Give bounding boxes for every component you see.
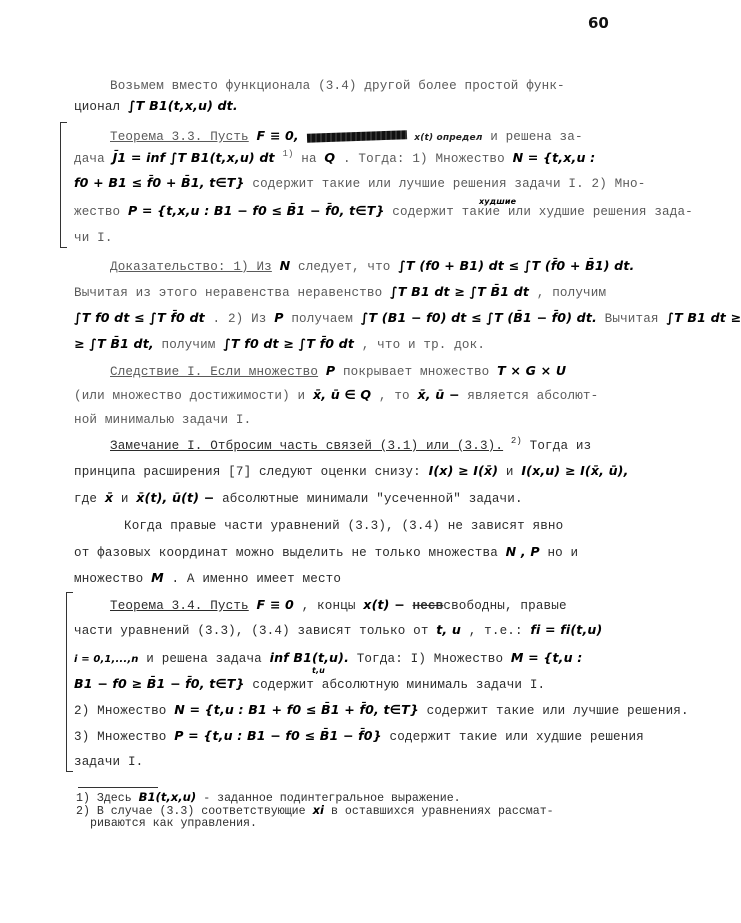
formula: F ≡ 0 bbox=[256, 597, 294, 612]
formula: B1(t,x,u) bbox=[138, 790, 197, 804]
text-line: B1 − f0 ≥ B̄1 − f̄0, t∈T} содержит абсолютную минималь задачи I. bbox=[74, 676, 546, 692]
text-line: где x̄ и x̄(t), ū(t) − абсолютные минимали "усеченной" задачи. bbox=[74, 490, 523, 506]
text-line: i = 0,1,...,n и решена задача inf B1(t,u). t,u Тогда: I) Множество M = {t,u : bbox=[74, 650, 583, 675]
formula: xi bbox=[312, 803, 325, 817]
formula: inf B1(t,u). bbox=[269, 650, 349, 665]
text-line: Когда правые части уравнений (3.3), (3.4) не зависят явно bbox=[124, 519, 564, 533]
text-line: 3) Множество P = {t,u : B1 − f0 ≤ B̄1 − f̄0} содержит такие или худшие решения bbox=[74, 728, 644, 744]
text-line: Замечание I. Отбросим часть связей (3.1) или (3.3). $^{2)}$ Тогда из bbox=[110, 436, 592, 453]
formula: P bbox=[325, 363, 336, 378]
margin-bracket-theorem-3-3 bbox=[60, 122, 67, 248]
footnote-rule bbox=[78, 787, 158, 788]
formula: F ≡ 0, bbox=[256, 128, 299, 143]
text-line: ≥ ∫T B̄1 dt, получим ∫T f0 dt ≥ ∫T f̄0 dt , что и тр. док. bbox=[74, 336, 486, 352]
margin-bracket-theorem-3-4 bbox=[66, 592, 73, 772]
formula: N , P bbox=[505, 544, 540, 559]
formula: ∫T B1 dt ≥ ∫T B̄1 dt bbox=[390, 284, 530, 299]
text-line: Доказательство: 1) Из N следует, что ∫T (f0 + B1) dt ≤ ∫T (f̄0 + B̄1) dt. bbox=[110, 258, 635, 274]
formula: N = {t,x,u : bbox=[512, 150, 596, 165]
formula: P = {t,u : B1 − f0 ≤ B̄1 − f̄0} bbox=[174, 728, 382, 743]
formula: x̄ bbox=[104, 490, 114, 505]
formula: ∫T (B1 − f0) dt ≤ ∫T (B̄1 − f̄0) dt. bbox=[360, 310, 597, 325]
text-line: задачи I. bbox=[74, 755, 144, 769]
formula: ∫T B1(t,x,u) dt. bbox=[127, 98, 238, 113]
text-line: 2) Множество N = {t,u : B1 + f0 ≤ B̄1 + f̄0, t∈T} содержит такие или лучшие решения. bbox=[74, 702, 689, 718]
formula: x(t) − bbox=[363, 597, 405, 612]
theorem-heading: Теорема 3.3. Пусть bbox=[110, 130, 249, 144]
formula: P bbox=[274, 310, 284, 325]
formula: ∫T B1 dt ≥ bbox=[666, 310, 741, 325]
formula: ∫T f0 dt ≥ ∫T f̄0 dt bbox=[223, 336, 355, 351]
formula: N = {t,u : B1 + f0 ≤ B̄1 + f̄0, t∈T} bbox=[174, 702, 419, 717]
text-line: ∫T f0 dt ≤ ∫T f̄0 dt . 2) Из P получаем ∫T (B1 − f0) dt ≤ ∫T (B̄1 − f̄0) dt. Вычитая ∫T B1 dt ≥ bbox=[74, 310, 741, 326]
text-line: ционал ∫T B1(t,x,u) dt. bbox=[74, 98, 238, 114]
text-line: принципа расширения [7] следуют оценки снизу: I(x) ≥ I(x̄) и I(x,u) ≥ I(x̄, ū), bbox=[74, 463, 629, 479]
formula: ∫T f0 dt ≤ ∫T f̄0 dt bbox=[74, 310, 205, 325]
formula: fi = fi(t,u) bbox=[530, 622, 603, 637]
formula: P = {t,x,u : B1 − f0 ≤ B̄1 − f̄0, t∈T} bbox=[127, 203, 385, 218]
formula: M = {t,u : bbox=[510, 650, 583, 665]
footnote: 1) Здесь B1(t,x,u) - заданное подинтегральное выражение. bbox=[76, 790, 461, 805]
formula: i = 0,1,...,n bbox=[74, 654, 139, 665]
handwritten-strikeout: несв bbox=[412, 599, 444, 613]
text-line: Теорема 3.3. Пусть F ≡ 0, x(t) определ и решена за- bbox=[110, 128, 583, 144]
page-number: 60 bbox=[588, 14, 609, 32]
text-line: Вычитая из этого неравенства неравенство ∫T B1 dt ≥ ∫T B̄1 dt , получим bbox=[74, 284, 607, 300]
formula: ≥ ∫T B̄1 dt, bbox=[74, 336, 154, 351]
text-line: дача J̄1 = inf ∫T B1(t,x,u) dt $^{1)}$ на Q . Тогда: 1) Множество N = {t,x,u : bbox=[74, 149, 596, 166]
formula: x̄, ū ∈ Q bbox=[312, 387, 372, 402]
formula: f0 + B1 ≤ f̄0 + B̄1, t∈T} bbox=[74, 175, 245, 190]
text-line: Теорема 3.4. Пусть F ≡ 0 , концы x(t) − несвсвободны, правые bbox=[110, 597, 567, 613]
footnote: риваются как управления. bbox=[90, 817, 257, 830]
text-line: чи I. bbox=[74, 231, 113, 245]
formula: t, u bbox=[436, 622, 462, 637]
text-line: Следствие I. Если множество P покрывает множество T × G × U bbox=[110, 363, 567, 379]
formula: x̄, ū − bbox=[417, 387, 460, 402]
theorem-heading: Теорема 3.4. Пусть bbox=[110, 599, 249, 613]
text-line: f0 + B1 ≤ f̄0 + B̄1, t∈T} содержит такие или лучшие решения задачи I. 2) Мно- bbox=[74, 175, 646, 191]
footnote: 2) В случае (3.3) соответствующие xi в оставшихся уравнениях рассмат- bbox=[76, 803, 554, 818]
formula: ∫T (f0 + B1) dt ≤ ∫T (f̄0 + B̄1) dt. bbox=[398, 258, 635, 273]
text-line: жество P = {t,x,u : B1 − f0 ≤ B̄1 − f̄0, t∈T} содержит такие или худшие решения зада- худшие bbox=[74, 203, 693, 220]
text-line: (или множество достижимости) и x̄, ū ∈ Q , то x̄, ū − является абсолют- bbox=[74, 387, 599, 403]
handwritten-insert: худшие bbox=[479, 197, 517, 206]
formula: I(x,u) ≥ I(x̄, ū), bbox=[521, 463, 629, 478]
handwritten-strikeout bbox=[306, 130, 406, 142]
formula: I(x) ≥ I(x̄) bbox=[428, 463, 499, 478]
formula: B1 − f0 ≥ B̄1 − f̄0, t∈T} bbox=[74, 676, 245, 691]
formula: N bbox=[279, 258, 291, 273]
text-line: Возьмем вместо функционала (3.4) другой более простой функ- bbox=[110, 79, 565, 93]
formula: M bbox=[151, 570, 164, 585]
formula: x̄(t), ū(t) − bbox=[136, 490, 215, 505]
formula: T × G × U bbox=[497, 363, 567, 378]
formula: Q bbox=[324, 150, 336, 165]
formula: J̄1 = inf ∫T B1(t,x,u) dt bbox=[112, 150, 275, 165]
text-line: множество M . А именно имеет место bbox=[74, 570, 342, 586]
text-line: части уравнений (3.3), (3.4) зависят только от t, u , т.е.: fi = fi(t,u) bbox=[74, 622, 603, 638]
text-line: ной минималью задачи I. bbox=[74, 413, 252, 427]
text-line: от фазовых координат можно выделить не только множества N , P но и bbox=[74, 544, 579, 560]
